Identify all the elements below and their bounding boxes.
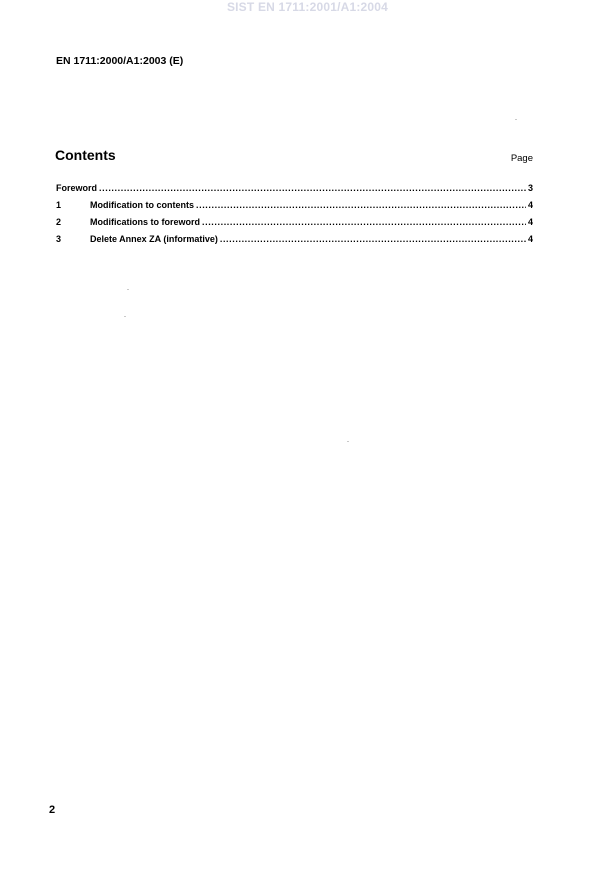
page-number: 2: [49, 804, 56, 816]
toc-entry-page: 4: [527, 217, 533, 227]
table-of-contents: [56, 183, 533, 251]
toc-entry-label: Modifications to foreword: [90, 217, 200, 227]
toc-entry-3[interactable]: [56, 234, 533, 251]
watermark: SIST EN 1711:2001/A1:2004: [226, 0, 389, 14]
toc-entry-number: 1: [56, 200, 62, 210]
toc-entry-page: 4: [527, 234, 533, 244]
scan-speck: [515, 119, 517, 120]
scan-speck: [127, 289, 129, 290]
scan-speck: [124, 316, 126, 317]
toc-entry-2[interactable]: [56, 217, 533, 234]
toc-entry-page: 4: [527, 200, 533, 210]
toc-entry-label: Delete Annex ZA (informative): [90, 234, 218, 244]
toc-entry-foreword[interactable]: [56, 183, 533, 200]
scan-speck: [347, 441, 349, 442]
document-reference: EN 1711:2000/A1:2003 (E): [56, 55, 184, 67]
toc-entry-page: 3: [527, 183, 533, 193]
toc-dot-leader: [99, 183, 526, 193]
toc-entry-label: Modification to contents: [90, 200, 194, 210]
toc-dot-leader: [202, 217, 526, 227]
toc-entry-number: 2: [56, 217, 62, 227]
toc-entry-number: 3: [56, 234, 62, 244]
toc-dot-leader: [220, 234, 526, 244]
toc-entry-1[interactable]: [56, 200, 533, 217]
page-column-header: Page: [510, 153, 533, 164]
toc-dot-leader: [196, 200, 526, 210]
toc-entry-label: Foreword: [56, 183, 98, 193]
contents-title: Contents: [55, 147, 116, 163]
